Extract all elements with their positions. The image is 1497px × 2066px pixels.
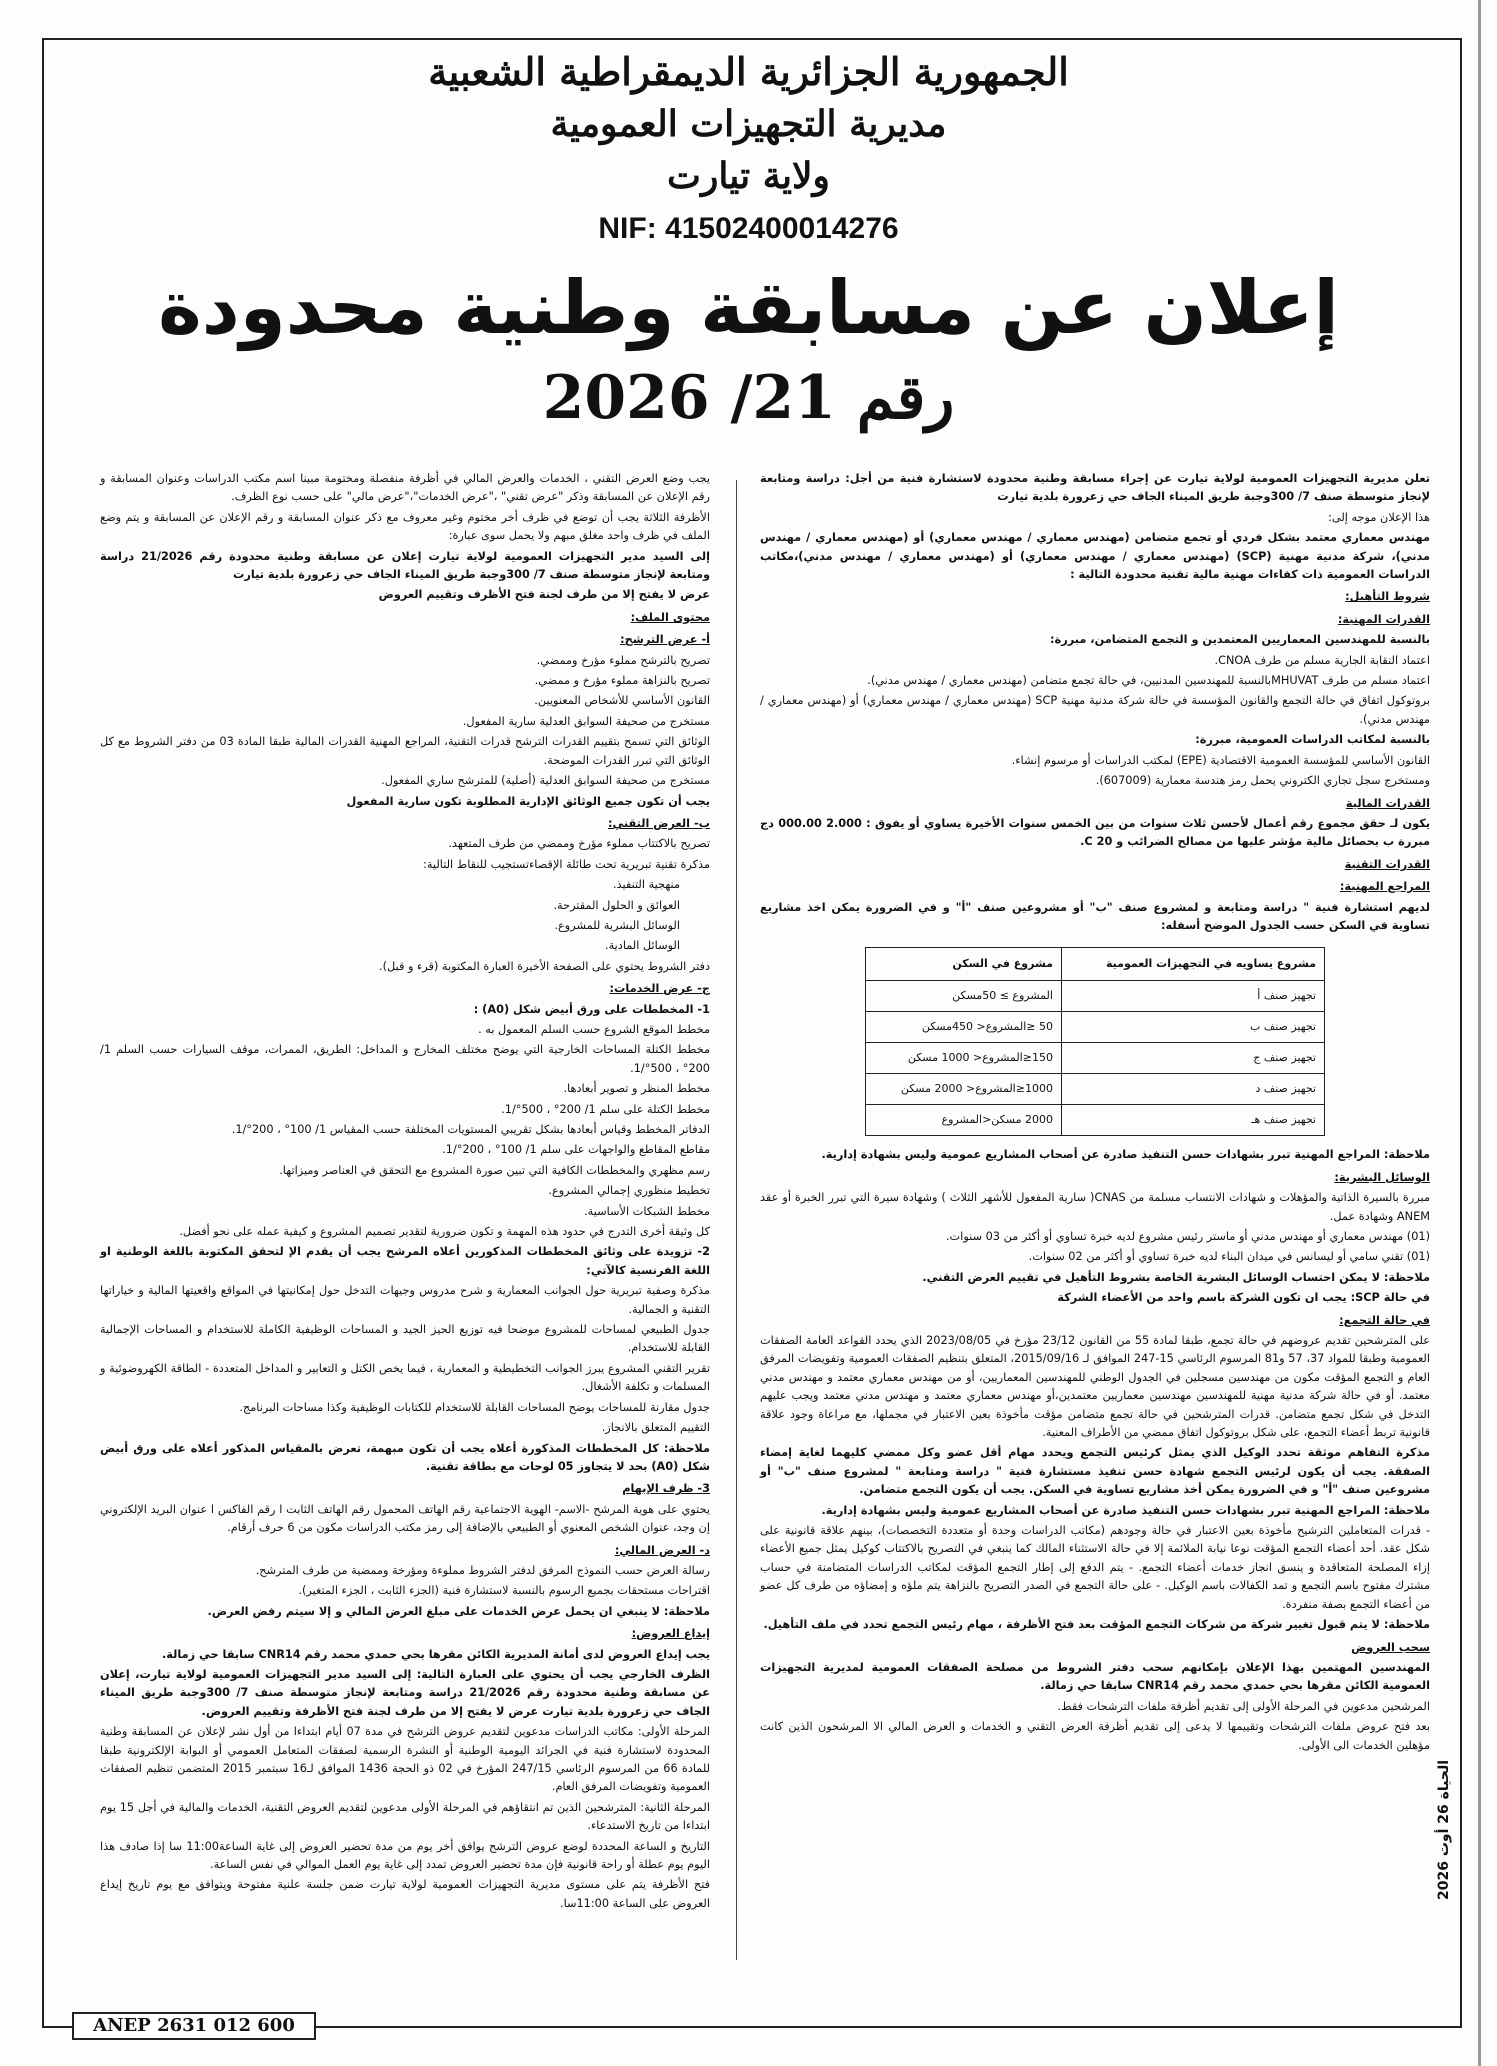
eligibility-title: شروط التأهيل: <box>1345 590 1430 604</box>
table-cell: تجهيز صنف هـ <box>1061 1105 1324 1136</box>
grouping-text: على المترشحين تقديم عروضهم في حالة تجمع، طبقا لمادة 55 من القانون 23/12 مؤرخ في 2023/08/05 الذي يحدد القواعد العامة الصفقات العمومية وطبقا للمواد 37، 57 و81 المرسوم الرئاسي 15-247 الموافق لـ 2015/09/16، المتعلق بتنظيم الصفقات العمومية وتفويضات المرفق العام و التجمع المؤقت مكون من مهندسين مسجلين في الجدول الوطني للمهندسين المعماريين، أو من مهندس معماري معتمد و مهندس مدني معتمد. أو في حالة شركة مدنية مهنية للمهندسين مهندسين معماريين معتمدين،أو مهندس معماري معتمد و مهندس مدني معتمد ويجب عليهم التدخل في شكل تجمع متضامن. قدرات المترشحين في حالة تجمع متضامن مؤقت مأخوذة بعين الاعتبار في مجملها، مع مراعاة وجود علاقة قانونية تربط أعضاء التجمع، على شكل بروتوكول اتفاق ممضي من الأطراف المعنية. <box>760 1334 1431 1440</box>
list-item: مذكرة وصفية تبريرية حول الجوانب المعمارية و شرح مدروس وجيهات التدخل حول إمكانيتها في المواقع واقعيتها المالية و خياراتها التقنية و الجمالية. <box>100 1284 710 1316</box>
grouping-more: مذكرة التفاهم موثقة تحدد الوكيل الذي يمثل كرئيس التجمع ويحدد مهام أقل عضو وكل ممضي كليهما لغاية إمضاء الصفقة. يجب أن يكون لرئيس التجمع شهادة حسن تنفيذ مستشارة فنية " دراسة ومتابعة " لمشروع صنف "ب" أو مشروعين صنف "أ" و في الضرورة يمكن أخذ مشاريع تساوية في السكن. يجب أن يكون التجمع متضامن. <box>760 1446 1430 1497</box>
list-item: مذكرة تقنية تبريرية تحت طائلة الإقصاءتستجيب للنقاط التالية: <box>423 857 710 871</box>
services-note: ملاحظة: كل المخططات المذكورة أعلاه يجب أن تكون مبهمة، تعرض بالمقياس المذكور أعلاه على ورق أبيض شكل (A0) بحد لا يتجاوز 05 لوحات مع بطاقة تقنية. <box>100 1441 710 1473</box>
phase-tail: بعد فتح عروض ملفات الترشحات وتقييمها لا يدعى إلى تقديم أظرفة العرض التقني و الخدمات و العرض المالي الا المرشحون الذين كانت مؤهلين الخدمات الى الأولى. <box>760 1720 1430 1752</box>
human-text: مبررة بالسيرة الذاتية والمؤهلات و شهادات الانتساب مسلمة من CNAS( سارية المفعول للأشهر الثلاث ) وشهادة سيرة التي تبرر الخبرة أو عقد ANEM وشهادة عمل. <box>760 1191 1430 1223</box>
table-cell: 50 ≤المشروع< 450مسكن <box>866 1012 1062 1043</box>
announcement-title: إعلان عن مسابقة وطنية محدودة <box>158 265 1339 351</box>
list-item: الوثائق التي تسمح بتقييم القدرات الترشح قدرات التقنية، المراجع المهنية القدرات المالية طبقا المادة 03 من دفتر الشروط مع كل الوثائق التي تبرر القدرات الموضحة. <box>100 735 710 767</box>
financial-text: يكون لـ حقق مجموع رقم أعمال لأحسن ثلاث سنوات من بين الخمس سنوات الأخيرة يساوي أو يفوق : 2.000 000.00 دج مبررة ب بحصائل مالية مؤشر عليها من مصالح الضرائب و C 20. <box>760 816 1431 849</box>
financial-title: القدرات المالية <box>1345 796 1430 810</box>
list-item: مقاطع المقاطع والواجهات على سلم 1/ 100° ، 200°/1. <box>442 1143 710 1157</box>
anep-reference: ANEP 2631 012 600 <box>72 2012 316 2040</box>
scp-note: في حالة SCP: يجب ان تكون الشركة باسم واحد من الأعضاء الشركة <box>1057 1291 1430 1305</box>
list-item: تصريح بالترشح مملوء مؤرخ وممضي. <box>536 653 710 667</box>
references-text: لديهم استشارة فنية " دراسة ومتابعة و لمشروع صنف "ب" أو مشروعين صنف "أ" و في الضرورة يمكن اخذ مشاريع تساوية في السكن حسب الجدول الموضح أسفله: <box>760 900 1430 932</box>
list-item: بروتوكول اتفاق في حالة التجمع والقانون المؤسسة في حالة شركة مدنية مهنية SCP (مهندس معماري / مهندس معماري) أو (مهندس معماري / مهندس مدني). <box>760 694 1430 726</box>
newspaper-side-stamp: الحياة 26 أوت 2026 <box>1436 1759 1452 1901</box>
table-row <box>866 1043 1325 1074</box>
table-header: مشروع يساويه في التجهيزات العمومية <box>1061 948 1324 981</box>
nif-number: NIF: 41502400014276 <box>598 212 899 245</box>
withdraw-title: سحب العروض <box>1351 1640 1430 1654</box>
public-offices-label: بالنسبة لمكاتب الدراسات العمومية، مبررة: <box>1195 733 1430 747</box>
sub-list-item: الوسائل البشرية للمشروع. <box>554 918 680 932</box>
list-item: مخطط الشبكات الأساسية. <box>584 1204 710 1218</box>
list-item: يجب وضع العرض التقني ، الخدمات والعرض المالي في أظرفة منفصلة ومختومة مبينا اسم مكتب الدراسات وعنوان المسابقة و رقم الإعلان عن المسابقة وذكر "عرض تقني" ،"عرض الخدمات"،"عرض مالي" على حسب نوع الظرف. <box>100 472 710 504</box>
table-cell: المشروع ≥ 50مسكن <box>866 981 1062 1012</box>
table-header-row <box>866 948 1325 981</box>
note-grouping-change: ملاحظة: لا يتم قبول تغيير شركة من شركات التجمع المؤقت بعد فتح الأظرفة ، مهام رئيس التجمع تحدد في ملف التأهيل. <box>763 1618 1430 1632</box>
technical-title: القدرات التقنية <box>1344 857 1430 871</box>
list-item: ومستخرج سجل تجاري الكتروني يحمل رمز هندسة معمارية (607009). <box>1095 774 1430 788</box>
list-item: رسالة العرض حسب النموذج المرفق لدفتر الشروط مملوءة ومؤرخة وممضية من طرف المترشح. <box>255 1563 710 1577</box>
withdraw-text: المهندسين المهتمين بهذا الإعلان بإمكانهم سحب دفتر الشروط من مصلحة الصفقات العمومية لمديرية التجهيزات العمومية الكائن مقرها بحي حمدي محمد رقم CNR14 سابقا حي زمالة. <box>760 1660 1430 1693</box>
list-item: تصريح بالاكتتاب مملوء مؤرخ وممضي من طرف المتعهد. <box>448 837 710 851</box>
column-divider <box>736 480 737 1960</box>
list-item: اعتماد النقابة الجارية مسلم من طرف CNOA. <box>1214 653 1430 667</box>
table-row <box>866 1105 1325 1136</box>
announcement-number: رقم 21/ 2026 <box>542 363 955 433</box>
references-title: المراجع المهنية: <box>1339 880 1430 894</box>
list-item: الأظرفة الثلاثة يجب أن توضع في ظرف أخر مختوم وغير معروف مع ذكر عنوان المسابقة و رقم الإعلان عن المسابقة و يتم وضع الملف في ظرف واحد مغلق مبهم ولا يحمل سوى عبارة: <box>100 510 710 543</box>
list-item: مخطط الكتلة على سلم 1/ 200° ، 500°/1. <box>501 1102 710 1116</box>
phase1-text: المرشحين مدعوين في المرحلة الأولى إلى تقديم أظرفة ملفات الترشحات فقط. <box>1057 1699 1430 1713</box>
sub-list-item: العوائق و الحلول المقترحة. <box>553 898 680 912</box>
right-column <box>760 470 1430 1757</box>
list-item: جدول الطبيعي لمساحات للمشروع موضحا فيه توزيع الحيز الجيد و المساحات الوظيفية الكاملة للاستخدام و المساحات الإجمالية القابلة للاستخدام. <box>100 1323 710 1355</box>
envelope-text: إلى السيد مدير التجهيزات العمومية لولاية تيارت إعلان عن مسابقة وطنية محدودة رقم 21/2026 دراسة ومتابعة لإنجاز متوسطة صنف 7/ 300وجبة طريق الميناء الجاف حي زعرورة بلدية تيارت <box>100 549 710 582</box>
list-item: القانون الأساسي للأشخاص المعنويين. <box>534 694 710 708</box>
candidacy-title: أ- عرض الترشح: <box>620 633 710 647</box>
wilaya-name: ولاية تيارت <box>667 155 830 197</box>
table-cell: تجهيز صنف ج <box>1061 1043 1324 1074</box>
list-item: الدفاتر المخطط وقياس أبعادها بشكل تقريبي المستويات المختلفة حسب المقياس 1/ 100° ، 200°/1. <box>231 1123 710 1136</box>
list-item: فتح الأظرفة يتم على مستوى مديرية التجهيزات العمومية لولاية تيارت ضمن جلسة علنية مفتوحة ويتوافق مع يوم تاريخ إيداع العروض على الساعة 11:00سا. <box>100 1878 710 1910</box>
envelope-note: عرض لا يفتح إلا من طرف لجنة فتح الأظرف وتقييم العروض <box>378 588 710 602</box>
list-item: تصريح بالنزاهة مملوء مؤرخ و ممضي. <box>534 674 710 688</box>
list-item: جدول مقارنة للمساحات يوضح المساحات القابلة للاستخدام للكتابات الوظيفية وكذا مساحات البرنامج. <box>239 1400 710 1414</box>
list-item: دفتر الشروط يحتوي على الصفحة الأخيرة العبارة المكتوبة (قرء و قبل). <box>379 959 710 973</box>
addressed-label: هذا الإعلان موجه إلى: <box>1328 510 1430 524</box>
grouping-tail: - قدرات المتعاملين الترشيح مأخوذة بعين الاعتبار في حالة وجودهم (مكاتب الدراسات وحدة أو متعددة التخصصات)، بينهم علاقة قانونية على شكل عقد. أحد أعضاء التجمع المؤقت نوعا نيابة الملائمة إلا في حالة الاستثناء المالك كما ينبغي في التصريح بالاكتتاب كوكيل يمثل جميع الأعضاء إزاء المصلحة المتعاقدة و ينسق انجاز خدمات أعضاء التجمع. - يتم الدفع إلى إطار التجمع المؤقت لمكاتب الدراسات المتضامنة في حساب مشترك مفتوح باسم التجمع و تمد الكفالات باسم الوكيل. - على حالة التجمع في الصدر التصريح بالنزاهة يتم ملؤه و إمضاؤه من طرف كل عضو من أعضاء التجمع بصفة منفردة. <box>760 1524 1430 1611</box>
table-header: مشروع في السكن <box>866 948 1062 981</box>
list-item: مخطط الموقع الشروع حسب السلم المعمول به . <box>478 1022 710 1036</box>
phase1-schedule: المرحلة الأولى: مكاتب الدراسات مدعوين لتقديم عروض الترشح في مدة 07 أيام ابتداءا من أول نشر لإعلان عن المسابقة وطنية المحدودة لاستشارة فنية في الجرائد اليومية الوطنية أو النشرة الرسمية لصفقات المتعامل العمومي أو البوابة الإلكترونية طبقا للمادة 66 من المرسوم الرئاسي 247/15 المؤرخ في 02 ذو الحجة 1436 الموافق لـ16 سبتمبر 2015 المتضمن تنظيم الصفقات العمومية وتفويضات المرفق العام. <box>100 1725 711 1794</box>
table-row <box>866 981 1325 1012</box>
list-item: رسم مظهري والمخططات الكافية التي تبين صورة المشروع مع التحقق في العناصر وميزاتها. <box>279 1163 710 1177</box>
list-item: القانون الأساسي للمؤسسة العمومية الاقتصادية (EPE) لمكتب الدراسات أو مرسوم إنشاء. <box>1011 753 1430 767</box>
professional-intro: بالنسبة للمهندسين المعماريين المعتمدين و التجمع المتضامن، مبررة: <box>1050 633 1430 647</box>
services-head: 1- المخططات على ورق أبيض شكل (A0) : <box>473 1002 710 1016</box>
list-item: اقتراحات مستحقات بجميع الرسوم بالنسبة لاستشارة فنية (الجزء الثابت ، الجزء المتغير). <box>298 1584 710 1598</box>
list-item: مستخرج من صحيفة السوابق العدلية سارية المفعول. <box>462 714 710 728</box>
content-title: محتوى الملف: <box>630 610 710 624</box>
equivalence-table <box>865 947 1325 1136</box>
sub-list-item: منهجية التنفيذ. <box>612 878 680 892</box>
human-title: الوسائل البشرية: <box>1334 1170 1430 1184</box>
anonymity-text: يحتوي على هوية المرشح -الاسم- الهوية الاجتماعية رقم الهاتف المحمول رقم الهاتف الثابت ا رقم الفاكس ا عنوان البريد الإلكتروني إن وجد، عنوان الشخص المعنوي أو الطبيعي بالإضافة إلى رمز مكتب الدراسات مكون من 6 حرف أرقام. <box>100 1502 710 1535</box>
list-item: مخطط الكتلة المساحات الخارجية التي يوضح مختلف المخارج و المداخل: الطريق، الممرات، موقف السيارات حسب السلم 1/ 200° ، 500°/1. <box>100 1043 710 1075</box>
list-item: تقرير التقني المشروع يبرز الجوانب التخطيطية و المعمارية ، فيما يخص الكتل و التعابير و المداخل المتعددة - الطاقة الكهروضوئية و المسلمات و تكلفة الأشغال. <box>100 1361 710 1394</box>
deposit-text: يجب إيداع العروض لدى أمانة المديرية الكائن مقرها بحي حمدي محمد رقم CNR14 سابقا حي زمالة. <box>161 1647 710 1661</box>
professional-title: القدرات المهنية: <box>1337 612 1430 626</box>
sub-list-item: الوسائل المادية. <box>605 939 680 953</box>
note-references: ملاحظة: المراجع المهنية تبرر بشهادات حسن التنفيذ صادرة عن أصحاب المشاريع عمومية وليس بشهادة إدارية. <box>821 1148 1430 1162</box>
technical-offer-title: ب- العرض التقني: <box>607 816 710 830</box>
outer-envelope-text: الظرف الخارجي يجب أن يحتوي على العبارة التالية: إلى السيد مدير التجهيزات العمومية لولاية تيارت، إعلان عن مسابقة وطنية محدودة رقم 21/2026 دراسة ومتابعة لإنجاز متوسطة صنف 7/ 300وجبة طريق الميناء الجاف حي زعرورة بلدية تيارت عرض لا يفتح إلا من طرف لجنة فتح الأظرفة وتقييم العروض. <box>100 1667 711 1718</box>
list-item: مخطط المنظر و تصوير أبعادها. <box>563 1082 710 1096</box>
financial-offer-title: د- العرض المالي: <box>614 1543 710 1557</box>
phase2-schedule: المرحلة الثانية: المترشحين الذين تم انتقاؤهم في المرحلة الأولى مدعوين لتقديم العروض التقنية، الخدمات والمالية في أجل 15 يوم ابتداءا من تاريخ الاستدعاء. <box>100 1800 710 1833</box>
table-cell: تجهيز صنف د <box>1061 1074 1324 1105</box>
financial-note: ملاحظة: لا ينبغي ان يحمل عرض الخدمات على مبلغ العرض المالي و إلا سيتم رفض العرض. <box>207 1604 710 1618</box>
audience-paragraph: مهندس معماري معتمد بشكل فردي أو تجمع متضامن (مهندس معماري / مهندس معماري) أو (مهندس معماري / مهندس مدني)، شركة مدنية مهنية (SCP) (مهندس معماري / مهندس معماري) أو (مهندس معماري / مهندس مدني)،مكاتب الدراسات العمومية ذات كفاءات مهنية مالية تقنية محدودة التالية : <box>760 531 1430 582</box>
directorate-name: مديرية التجهيزات العمومية <box>550 103 947 145</box>
note-grouping: ملاحظة: المراجع المهنية تبرر بشهادات حسن التنفيذ صادرة عن أصحاب المشاريع عمومية وليس بشهادة إدارية. <box>821 1503 1430 1517</box>
republic-name: الجمهورية الجزائرية الديمقراطية الشعبية <box>428 49 1069 94</box>
grouping-title: في حالة التجمع: <box>1339 1313 1430 1327</box>
table-row <box>866 1012 1325 1043</box>
list-item: تخطيط منظوري إجمالي المشروع. <box>548 1184 710 1198</box>
list-item: التقييم المتعلق بالانجاز. <box>601 1421 710 1435</box>
list-item: اعتماد مسلم من طرف MHUVATبالنسبة للمهندسين المدنيين، في حالة تجمع متضامن (مهندس معماري / مهندس مدني). <box>867 674 1430 688</box>
note-human: ملاحظة: لا يمكن احتساب الوسائل البشرية الخاصة بشروط التأهيل في تقييم العرض التقني. <box>922 1270 1430 1284</box>
list-item: التاريخ و الساعة المحددة لوضع عروض الترشح يوافق أخر يوم من مدة تحضير العروض إلى غاية الساعة11:00 سا إذا صادف هذا اليوم يوم عطلة أو راحة قانونية فإن مدة تحضير العروض تمدد إلى غاية يوم العمل الموالي في نفس الساعة. <box>100 1839 710 1872</box>
intro-paragraph: تعلن مديرية التجهيزات العمومية لولاية تيارت عن إجراء مسابقة وطنية محدودة لاستشارة فنية من أجل: دراسة ومتابعة لإنجاز متوسطة صنف 7/ 300وجبة طريق الميناء الجاف حي زعرورة بلدية تيارت <box>760 472 1430 504</box>
list-item: مستخرج من صحيفة السوابق العدلية (أصلية) للمترشح ساري المفعول. <box>381 774 710 788</box>
table-cell: تجهيز صنف أ <box>1061 981 1324 1012</box>
announcement-header <box>0 46 1497 438</box>
list-item: (01) مهندس معماري أو مهندس مدني أو ماستر رئيس مشروع لديه خبرة تساوي أو أكثر من 03 سنوات. <box>945 1229 1430 1243</box>
table-row <box>866 1074 1325 1105</box>
table-cell: 150≤المشروع< 1000 مسكن <box>866 1043 1062 1074</box>
candidacy-note: يجب أن تكون جميع الوثائق الإدارية المطلوبة تكون سارية المفعول <box>346 794 710 808</box>
services-part2: 2- تزويدة على وثائق المخططات المذكورين أعلاه المرشح يجب أن يقدم الإ لتحقق المكتوبة باللغة الوطنية او اللغة الفرنسية كالآتي: <box>100 1245 710 1277</box>
services-title: ج- عرض الخدمات: <box>609 982 710 996</box>
table-cell: 1000≤المشروع< 2000 مسكن <box>866 1074 1062 1105</box>
table-cell: 2000 مسكن<المشروع <box>866 1105 1062 1136</box>
list-item: (01) تقني سامي أو ليسانس في ميدان البناء لديه خبرة تساوي أو أكثر من 02 سنوات. <box>1028 1250 1430 1264</box>
deposit-title: إيداع العروض: <box>631 1627 710 1641</box>
list-item: كل وثيقة أخرى التدرج في حدود هذه المهمة و تكون ضرورية لتقدير تصميم المشروع و كيفية عمله على نحو أفضل. <box>179 1225 710 1239</box>
left-column <box>100 470 710 1915</box>
table-cell: تجهيز صنف ب <box>1061 1012 1324 1043</box>
anonymity-title: 3- ظرف الإبهام <box>622 1482 710 1496</box>
